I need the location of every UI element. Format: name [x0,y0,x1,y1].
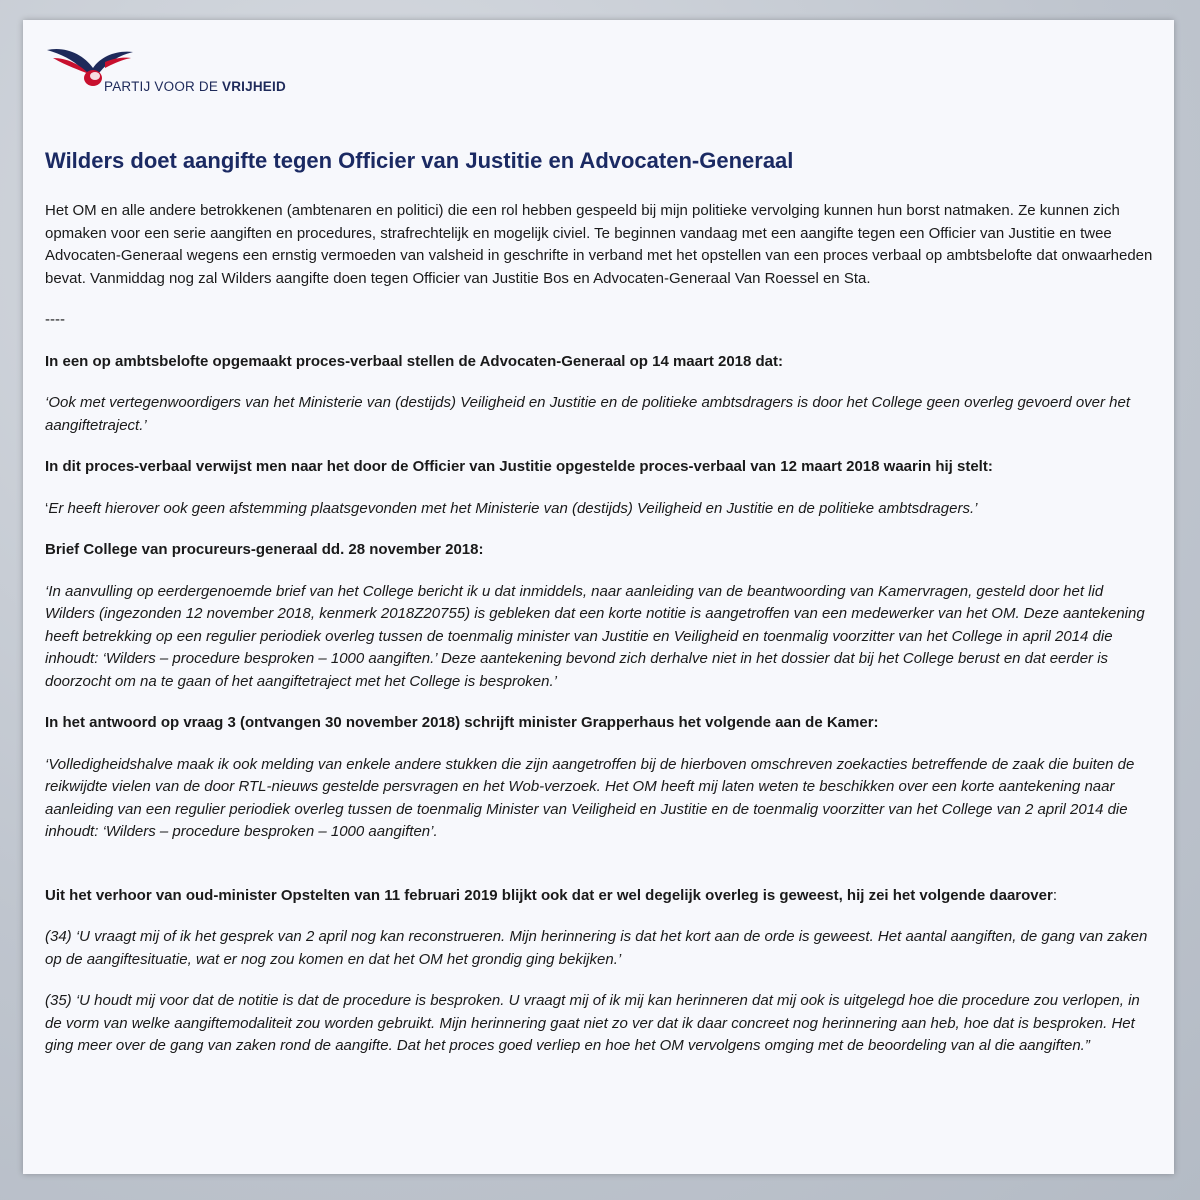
quote-4: ‘Volledigheidshalve maak ik ook melding van enkele andere stukken die zijn aangetroffen bij de hierboven omschreven zoekacties betreffende de zaak die buiten de reikwijdte vielen van de door RTL-nieuws gestelde persvragen en het Wob-verzoek. Het OM heeft mij laten weten te beschikken over een korte aantekening naar aanleiding van een regulier periodiek overleg tussen de toenmalig Minister van Veiligheid en Justitie en de toenmalig voorzitter van het College van 2 april 2014 die inhoudt: ‘Wilders – procedure besproken – 1000 aangiften’. [45,755,1135,840]
heading-2: In dit proces-verbaal verwijst men naar het door de Officier van Justitie opgestelde proces-verbaal van 12 maart 2018 waarin hij stelt: [45,458,993,475]
heading-5: Uit het verhoor van oud-minister Opstelten van 11 februari 2019 blijkt ook dat er wel degelijk overleg is geweest, hij zei het volgende daarover: [45,886,1057,904]
quote-2: ‘Er heeft hierover ook geen afstemming plaatsgevonden met het Ministerie van (destijds) Veiligheid en Justitie en de politieke ambtsdragers.’ [45,499,978,517]
press-release-page [23,20,1174,1174]
party-name: PARTIJ VOOR DE VRIJHEID [104,79,286,94]
quote-5: (34) ‘U vraagt mij of ik het gesprek van 2 april nog kan reconstrueren. Mijn herinnering is dat het kort aan de orde is geweest. Het aantal aangiften, de gang van zaken op de aangiftesituatie, wat er nog zou komen en dat het OM het grondig ging bekijken.’ [45,928,1148,968]
pvv-logo [45,38,305,100]
heading-3: Brief College van procureurs-generaal dd. 28 november 2018: [45,541,484,558]
heading-4: In het antwoord op vraag 3 (ontvangen 30 november 2018) schrijft minister Grapperhaus het volgende aan de Kamer: [45,714,879,731]
article-title: Wilders doet aangifte tegen Officier van Justitie en Advocaten-Generaal [45,148,794,173]
heading-1: In een op ambtsbelofte opgemaakt proces-verbaal stellen de Advocaten-Generaal op 14 maart 2018 dat: [45,352,784,370]
article-body [45,200,1155,1058]
separator: ---- [45,311,65,328]
quote-3: ‘In aanvulling op eerdergenoemde brief van het College bericht ik u dat inmiddels, naar aanleiding van de beantwoording van Kamervragen, gesteld door het lid Wilders (ingezonden 12 november 2018, kenmerk 2018Z20755) is gebleken dat een korte notitie is aangetroffen van een medewerker van het OM. Deze aantekening heeft betrekking op een regulier periodiek overleg tussen de toenmalig minister van Justitie en Veiligheid en toenmalig voorzitter van het College in april 2014 die inhoudt: ‘Wilders – procedure besproken – 1000 aangiften.’ Deze aantekening bevond zich derhalve niet in het dossier dat bij het College berust en dat eerder is doorzocht om na te gaan of het aangiftetraject met het College is besproken.’ [45,582,1145,690]
intro-paragraph: Het OM en alle andere betrokkenen (ambtenaren en politici) die een rol hebben gespeeld bij mijn politieke vervolging kunnen hun borst natmaken. Ze kunnen zich opmaken voor een serie aangiften en procedures, strafrechtelijk en mogelijk civiel. Te beginnen vandaag met een aangifte tegen een Officier van Justitie en twee Advocaten-Generaal wegens een ernstig vermoeden van valsheid in geschrifte in verband met het opstellen van een proces verbaal op ambtsbelofte dat onwaarheden bevat. Vanmiddag nog zal Wilders aangifte doen tegen Officier van Justitie Bos en Advocaten-Generaal Van Roessel en Sta. [45,202,1153,287]
quote-6: (35) ‘U houdt mij voor dat de notitie is dat de procedure is besproken. U vraagt mij of ik mij kan herinneren dat mij ook is uitgelegd hoe die procedure zou verlopen, in de vorm van welke aangiftemodaliteit zou worden gebruikt. Mijn herinnering gaat niet zo ver dat ik daar concreet nog herinnering aan heb, hoe dat is besproken. Het ging meer over de gang van zaken rond de aangifte. Dat het proces goed verliep en hoe het OM vervolgens omging met de beoordeling van al die aangiften.” [45,992,1140,1054]
quote-1: ‘Ook met vertegenwoordigers van het Ministerie van (destijds) Veiligheid en Justitie en de politieke ambtsdragers is door het College geen overleg gevoerd over het aangiftetraject.’ [45,394,1131,434]
